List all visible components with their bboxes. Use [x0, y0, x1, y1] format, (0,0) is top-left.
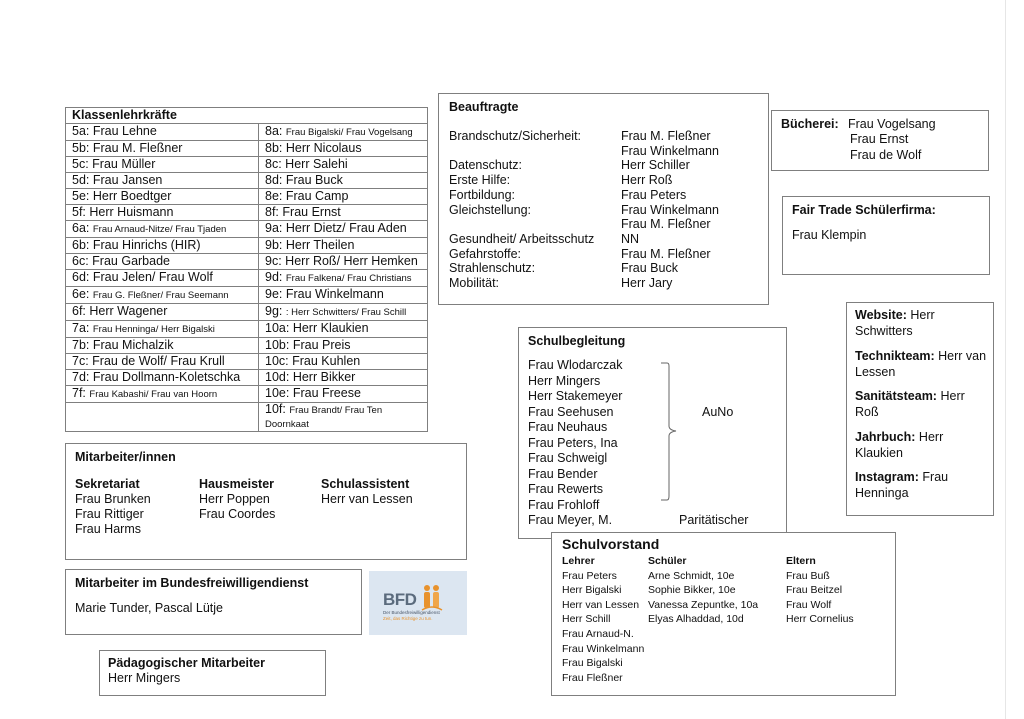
schulvorstand-member: Frau Peters [562, 569, 617, 582]
responsibility-item [855, 430, 987, 461]
mitarbeiter-member: Frau Rittiger [75, 507, 144, 521]
class-label: 6f: [72, 304, 86, 318]
beauftragte-person: Frau M. Fleßner [621, 217, 711, 232]
class-label: 9c: [265, 254, 282, 268]
beauftragte-list [449, 129, 719, 291]
class-teacher-row [66, 238, 428, 254]
beauftragte-role: Mobilität: [449, 276, 500, 291]
buecherei-name: Frau Ernst [850, 132, 909, 147]
mitarbeiter-column-header: Sekretariat [75, 477, 140, 491]
class-label: 6e: [72, 287, 90, 301]
class-label: 8d: [265, 173, 283, 187]
schulvorstand-column-header: Eltern [786, 555, 816, 567]
responsibility-person: Herr Schwitters [855, 308, 935, 338]
class-label: 5c: [72, 157, 89, 171]
class-teacher-cell [259, 403, 428, 432]
class-label: 8b: [265, 141, 283, 155]
beauftragte-row [449, 247, 719, 262]
beauftragte-row [449, 144, 719, 159]
klassenlehrkraefte-table [65, 107, 428, 432]
class-teacher-row [66, 403, 428, 432]
beauftragte-role [449, 144, 621, 159]
buecherei-name: Frau de Wolf [850, 147, 922, 162]
bfd-box [65, 569, 362, 635]
class-label: 5e: [72, 189, 90, 203]
curly-brace-icon [659, 362, 689, 502]
mitarbeiter-member: Frau Harms [75, 522, 141, 536]
class-label: 9d: [265, 270, 283, 284]
teacher-name: Herr Theilen [285, 238, 355, 252]
mitarbeiter-column-header: Schulassistent [321, 477, 410, 491]
teacher-name: Herr Bikker [292, 370, 356, 384]
class-teacher-cell [66, 141, 259, 157]
class-teacher-row [66, 205, 428, 221]
class-label: 10a: [265, 321, 290, 335]
schulvorstand-column [786, 554, 854, 627]
class-teacher-cell [66, 205, 259, 221]
mitarbeiter-member: Herr Poppen [199, 492, 270, 506]
schulvorstand-member: Frau Buß [786, 569, 830, 582]
buecherei-names [848, 117, 936, 163]
mitarbeiter-member: Frau Coordes [199, 507, 276, 521]
buecherei-label: Bücherei: [781, 117, 839, 131]
class-label: 5f: [72, 205, 86, 219]
class-teacher-cell [259, 386, 428, 403]
beauftragte-person: Frau M. Fleßner [621, 129, 711, 143]
class-teacher-cell [66, 189, 259, 205]
schulvorstand-member: Frau Wolf [786, 598, 832, 611]
responsibility-label: Technikteam: [855, 349, 935, 363]
schulbegleitung-name: Herr Mingers [528, 373, 601, 388]
class-teacher-cell [259, 173, 428, 189]
beauftragte-person: Frau Peters [621, 187, 687, 202]
teacher-name: Frau Jelen/ Frau Wolf [92, 270, 213, 284]
mitarbeiter-column [321, 477, 413, 507]
class-teacher-cell [259, 287, 428, 304]
schulvorstand-member: Frau Bigalski [562, 657, 623, 670]
schulbegleitung-name: Frau Neuhaus [528, 420, 608, 434]
schulbegleitung-name: Herr Stakemeyer [528, 389, 623, 403]
schulvorstand-member: Vanessa Zepuntke, 10a [648, 598, 759, 611]
beauftragte-role: Gefahrstoffe: [449, 246, 522, 261]
teacher-name: Frau Brandt/ Frau Ten Doornkaat [265, 405, 383, 430]
bfd-title: Mitarbeiter im Bundesfreiwilligendienst [75, 576, 309, 590]
schulbegleitung-name: Frau Wlodarczak [528, 358, 623, 372]
beauftragte-title: Beauftragte [449, 100, 519, 114]
class-label: 7b: [72, 338, 90, 352]
class-teacher-cell [66, 370, 259, 386]
class-teacher-row [66, 370, 428, 386]
teacher-name: Frau Kuhlen [292, 354, 361, 368]
schulvorstand-column-header: Schüler [648, 555, 687, 567]
teacher-name: Herr Wagener [89, 304, 168, 318]
beauftragte-row [449, 232, 719, 247]
class-label: 10b: [265, 338, 290, 352]
class-teacher-cell [259, 238, 428, 254]
schulvorstand-member: Frau Winkelmann [562, 642, 645, 655]
beauftragte-person: Frau Winkelmann [621, 202, 719, 217]
class-teacher-cell [259, 354, 428, 370]
bfd-logo-text: BFD [383, 590, 417, 609]
class-teacher-cell [66, 354, 259, 370]
beauftragte-role: Brandschutz/Sicherheit: [449, 129, 582, 143]
class-teacher-cell [66, 173, 259, 189]
class-teacher-cell [259, 304, 428, 321]
paedagogischer-mitarbeiter-box [99, 650, 326, 696]
teacher-name: Herr Boedtger [92, 189, 172, 203]
teacher-name: Frau Falkena/ Frau Christians [285, 273, 412, 284]
teacher-name: Herr Dietz/ Frau Aden [285, 221, 407, 235]
schulvorstand-member: Arne Schmidt, 10e [648, 569, 735, 582]
beauftragte-role: Gleichstellung: [449, 202, 531, 217]
responsibilities-box [846, 302, 994, 516]
teacher-name: Frau Michalzik [92, 338, 174, 352]
schulvorstand-member: Herr Cornelius [786, 613, 854, 626]
bfd-names: Marie Tunder, Pascal Lütje [75, 601, 223, 615]
class-teacher-cell [66, 238, 259, 254]
beauftragte-role: Datenschutz: [449, 158, 522, 173]
teacher-name: Frau Garbade [92, 254, 170, 268]
class-label: 10c: [265, 354, 289, 368]
class-label: 6d: [72, 270, 90, 284]
teacher-name: Frau Kabashi/ Frau van Hoorn [89, 389, 218, 400]
class-teacher-cell [259, 124, 428, 141]
schulbegleitung-name: Frau Frohloff [528, 497, 600, 512]
class-label: 8c: [265, 157, 282, 171]
beauftragte-role: Strahlenschutz: [449, 261, 536, 276]
schulvorstand-member: Herr van Lessen [562, 598, 640, 611]
teacher-name: Frau Bigalski/ Frau Vogelsang [285, 127, 413, 138]
class-label: 9g: [265, 304, 283, 318]
teacher-name: Herr Klaukien [292, 321, 369, 335]
beauftragte-role: Gesundheit/ Arbeitsschutz [449, 231, 595, 246]
responsibility-label: Jahrbuch: [855, 430, 916, 444]
class-teacher-row [66, 386, 428, 403]
class-teacher-cell [66, 254, 259, 270]
paedagogischer-mitarbeiter-title: Pädagogischer Mitarbeiter [108, 656, 265, 670]
buecherei-box [771, 110, 989, 171]
schulvorstand-member: Elyas Alhaddad, 10d [648, 613, 744, 626]
beauftragte-person: Herr Schiller [621, 158, 690, 173]
class-label: 5b: [72, 141, 90, 155]
responsibility-person: Frau Henninga [855, 470, 949, 500]
teacher-name: Frau Freese [292, 386, 361, 400]
schulvorstand-member: Herr Schill [562, 613, 611, 626]
schulbegleitung-title: Schulbegleitung [528, 334, 626, 348]
mitarbeiter-column [75, 477, 151, 537]
beauftragte-person: Frau Buck [621, 261, 678, 276]
schulbegleitung-group-label: AuNo [702, 405, 734, 419]
schulvorstand-member: Frau Beitzel [786, 584, 843, 597]
beauftragte-role [449, 217, 621, 232]
class-label: 9a: [265, 221, 283, 235]
class-teacher-cell [66, 338, 259, 354]
class-teacher-row [66, 221, 428, 238]
teacher-name: Frau M. Fleßner [92, 141, 183, 155]
responsibility-label: Instagram: [855, 470, 919, 484]
responsibility-person: Herr van Lessen [855, 349, 987, 379]
beauftragte-person: Herr Jary [621, 276, 673, 291]
responsibility-item [855, 349, 987, 380]
schulbegleitung-name: Frau Schweigl [528, 451, 608, 465]
teacher-name: Frau Jansen [92, 173, 163, 187]
beauftragte-row [449, 188, 719, 203]
class-teacher-row [66, 338, 428, 354]
fair-trade-title: Fair Trade Schülerfirma: [792, 203, 936, 217]
teacher-name: Frau Ernst [282, 205, 341, 219]
responsibility-item [855, 470, 987, 501]
class-teacher-cell [66, 157, 259, 173]
beauftragte-row [449, 276, 719, 291]
class-label: 8e: [265, 189, 283, 203]
bfd-logo-line2: Zeit, das Richtige zu tun. [383, 616, 433, 621]
class-teacher-cell [259, 321, 428, 338]
beauftragte-row [449, 158, 719, 173]
schulbegleitung-name: Frau Peters, Ina [528, 435, 618, 450]
beauftragte-role: Erste Hilfe: [449, 173, 511, 188]
fair-trade-box [782, 196, 990, 275]
schulbegleitung-name: Frau Rewerts [528, 482, 604, 496]
schulvorstand-member: Frau Fleßner [562, 671, 623, 684]
class-label: 7d: [72, 370, 90, 384]
class-label: 8a: [265, 124, 283, 138]
beauftragte-row [449, 217, 719, 232]
class-teacher-row [66, 270, 428, 287]
teacher-name: Herr Nicolaus [285, 141, 362, 155]
class-teacher-cell [66, 287, 259, 304]
class-teacher-row [66, 287, 428, 304]
teacher-name: Herr Roß/ Herr Hemken [285, 254, 418, 268]
class-teacher-row [66, 189, 428, 205]
class-teacher-cell [259, 157, 428, 173]
beauftragte-box [438, 93, 769, 305]
schulvorstand-title: Schulvorstand [562, 536, 660, 552]
class-teacher-row [66, 157, 428, 173]
teacher-name: Frau Hinrichs (HIR) [92, 238, 201, 252]
paedagogischer-mitarbeiter-name: Herr Mingers [108, 671, 181, 685]
class-teacher-cell [66, 403, 259, 432]
mitarbeiter-member: Herr van Lessen [321, 492, 413, 506]
class-label: 6c: [72, 254, 89, 268]
class-label: 5d: [72, 173, 90, 187]
responsibility-label: Website: [855, 308, 907, 322]
class-teacher-cell [66, 221, 259, 238]
class-label: 7f: [72, 386, 86, 400]
schulbegleitung-name: Frau Bender [528, 466, 598, 481]
class-teacher-row [66, 141, 428, 157]
fair-trade-name: Frau Klempin [792, 228, 867, 242]
class-label: 7a: [72, 321, 90, 335]
teacher-name: Frau Preis [292, 338, 351, 352]
teacher-name: Frau Lehne [92, 124, 157, 138]
schulvorstand-member: Herr Bigalski [562, 584, 622, 597]
teacher-name: Herr Salehi [285, 157, 348, 171]
teacher-name: Frau Henninga/ Herr Bigalski [92, 324, 215, 335]
class-label: 9b: [265, 238, 283, 252]
teacher-name: Frau Camp [285, 189, 349, 203]
class-label: 6b: [72, 238, 90, 252]
schulvorstand-column [562, 554, 644, 685]
class-teacher-cell [259, 189, 428, 205]
class-teacher-row [66, 354, 428, 370]
teacher-name: Frau Arnaud-Nitze/ Frau Tjaden [92, 224, 227, 235]
class-teacher-cell [259, 254, 428, 270]
bfd-logo [369, 571, 467, 635]
beauftragte-row [449, 129, 719, 144]
schulvorstand-box [551, 532, 896, 696]
class-label: 6a: [72, 221, 90, 235]
class-label: 10e: [265, 386, 290, 400]
class-teacher-cell [66, 321, 259, 338]
beauftragte-role: Fortbildung: [449, 187, 516, 202]
teacher-name: Herr Huismann [89, 205, 174, 219]
class-label: 5a: [72, 124, 90, 138]
schulvorstand-column [648, 554, 758, 627]
class-teacher-cell [259, 370, 428, 386]
schulbegleitung-name: Frau Seehusen [528, 404, 614, 419]
class-teacher-cell [259, 338, 428, 354]
beauftragte-person: NN [621, 231, 640, 246]
class-teacher-row [66, 321, 428, 338]
beauftragte-row [449, 203, 719, 218]
class-label: 9e: [265, 287, 283, 301]
schulvorstand-column-header: Lehrer [562, 555, 595, 567]
teacher-name: Frau Dollmann-Koletschka [92, 370, 241, 384]
teacher-name: Frau de Wolf/ Frau Krull [92, 354, 225, 368]
class-teacher-row [66, 254, 428, 270]
schulbegleitung-last-label: Paritätischer [679, 513, 749, 527]
mitarbeiter-title: Mitarbeiter/innen [75, 450, 176, 464]
class-teacher-row [66, 304, 428, 321]
class-teacher-cell [66, 386, 259, 403]
schulbegleitung-box [518, 327, 787, 539]
class-teacher-cell [66, 270, 259, 287]
responsibility-item [855, 308, 987, 339]
schulvorstand-member: Sophie Bikker, 10e [648, 584, 736, 597]
teacher-name: Frau Buck [285, 173, 343, 187]
bfd-logo-line1: Der Bundesfreiwilligendienst [383, 610, 440, 615]
class-teacher-cell [259, 205, 428, 221]
class-teacher-cell [259, 141, 428, 157]
beauftragte-person: Herr Roß [621, 173, 673, 188]
class-teacher-cell [66, 124, 259, 141]
responsibility-item [855, 389, 987, 420]
class-teacher-cell [259, 221, 428, 238]
class-teacher-row [66, 173, 428, 189]
page-edge-line [1005, 0, 1006, 719]
responsibility-label: Sanitätsteam: [855, 389, 937, 403]
class-label: 10d: [265, 370, 290, 384]
mitarbeiter-column [199, 477, 275, 522]
class-teacher-cell [259, 270, 428, 287]
mitarbeiter-box [65, 443, 467, 560]
beauftragte-row [449, 173, 719, 188]
class-label: 10f: [265, 402, 286, 416]
mitarbeiter-column-header: Hausmeister [199, 477, 275, 491]
beauftragte-person: Frau Winkelmann [621, 143, 719, 158]
teacher-name: Frau Winkelmann [285, 287, 384, 301]
class-label: 8f: [265, 205, 279, 219]
teacher-name: Frau G. Fleßner/ Frau Seemann [92, 290, 229, 301]
teacher-name: Frau Müller [92, 157, 156, 171]
beauftragte-row [449, 261, 719, 276]
class-teacher-cell [66, 304, 259, 321]
responsibility-person: Herr Roß [855, 389, 965, 419]
class-label: 7c: [72, 354, 89, 368]
klassenlehrkraefte-title: Klassenlehrkräfte [66, 108, 428, 124]
responsibility-person: Herr Klaukien [855, 430, 944, 460]
mitarbeiter-member: Frau Brunken [75, 492, 151, 506]
buecherei-name: Frau Vogelsang [848, 117, 936, 131]
beauftragte-person: Frau M. Fleßner [621, 246, 711, 261]
class-teacher-row [66, 124, 428, 141]
schulbegleitung-name: Frau Meyer, M. [528, 513, 613, 527]
people-figures-icon [421, 584, 443, 612]
schulbegleitung-names [528, 358, 622, 529]
teacher-name: : Herr Schwitters/ Frau Schill [285, 307, 407, 318]
schulvorstand-member: Frau Arnaud-N. [562, 627, 634, 640]
